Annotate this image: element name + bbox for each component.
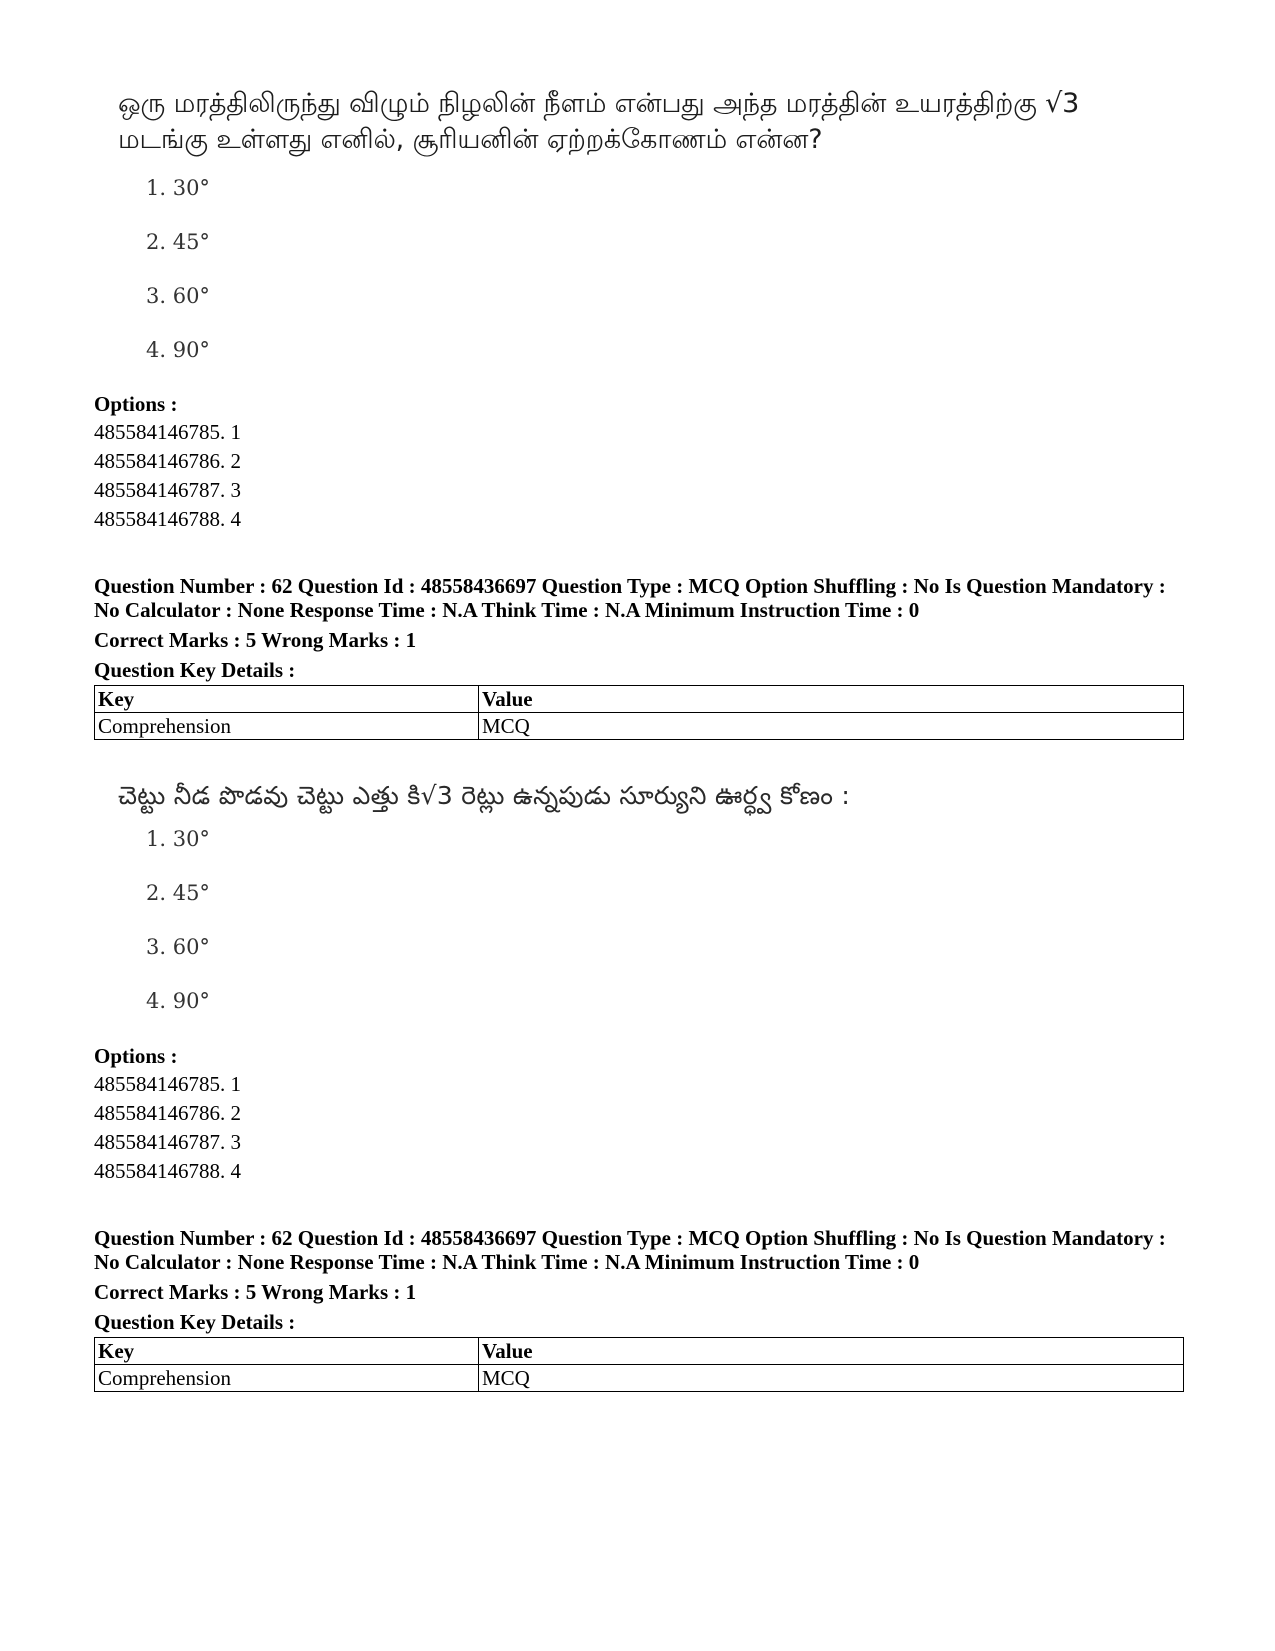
table-header-cell: Value <box>479 686 1184 713</box>
question-meta-line: No Calculator : None Response Time : N.A Think Time : N.A Minimum Instruction Time : 0 <box>94 598 920 622</box>
option-id-line: 485584146787. 3 <box>94 478 241 502</box>
option-id-line: 485584146785. 1 <box>94 1072 241 1096</box>
option-id-line: 485584146787. 3 <box>94 1130 241 1154</box>
table-header-cell: Key <box>95 686 479 713</box>
question-meta <box>94 1226 1184 1334</box>
question-meta-line: Question Number : 62 Question Id : 48558436697 Question Type : MCQ Option Shuffling : No Is Question Mandatory : <box>94 1226 1166 1250</box>
key-details-title: Question Key Details : <box>94 658 296 682</box>
table-row <box>95 1365 1184 1392</box>
choice-item: 1. 30° <box>146 176 210 200</box>
table-cell: MCQ <box>479 713 1184 740</box>
choice-item: 4. 90° <box>146 338 210 362</box>
table-header-row <box>95 686 1184 713</box>
marks-line: Correct Marks : 5 Wrong Marks : 1 <box>94 628 417 652</box>
question-meta <box>94 574 1184 682</box>
table-header-row <box>95 1338 1184 1365</box>
option-id-line: 485584146785. 1 <box>94 420 241 444</box>
table-row <box>95 713 1184 740</box>
options-block <box>94 1042 241 1186</box>
choice-item: 3. 60° <box>146 284 210 308</box>
question-choices-list <box>146 827 210 1043</box>
option-id-line: 485584146786. 2 <box>94 1101 241 1125</box>
options-title: Options : <box>94 1044 178 1068</box>
question-meta-line: Question Number : 62 Question Id : 48558436697 Question Type : MCQ Option Shuffling : No Is Question Mandatory : <box>94 574 1166 598</box>
question-meta-line: No Calculator : None Response Time : N.A Think Time : N.A Minimum Instruction Time : 0 <box>94 1250 920 1274</box>
choice-item: 4. 90° <box>146 989 210 1013</box>
question-choices-list <box>146 176 210 392</box>
table-header-cell: Key <box>95 1338 479 1365</box>
key-details-table <box>94 685 1184 740</box>
option-id-line: 485584146788. 4 <box>94 507 241 531</box>
marks-line: Correct Marks : 5 Wrong Marks : 1 <box>94 1280 417 1304</box>
choice-item: 3. 60° <box>146 935 210 959</box>
table-cell: Comprehension <box>95 713 479 740</box>
key-details-table <box>94 1337 1184 1392</box>
option-id-line: 485584146786. 2 <box>94 449 241 473</box>
choice-item: 2. 45° <box>146 230 210 254</box>
option-id-line: 485584146788. 4 <box>94 1159 241 1183</box>
question-text-telugu: చెట్టు నీడ పొడవు చెట్టు ఎత్తు కి√3 రెట్లు ఉన్నపుడు సూర్యుని ఊర్ధ్వ కోణం : <box>118 781 851 810</box>
key-details-title: Question Key Details : <box>94 1310 296 1334</box>
options-title: Options : <box>94 392 178 416</box>
table-cell: MCQ <box>479 1365 1184 1392</box>
choice-item: 1. 30° <box>146 827 210 851</box>
question-text-tamil: ஒரு மரத்திலிருந்து விழும் நிழலின் நீளம் என்பது அந்த மரத்தின் உயரத்திற்கு √3 மடங்கு உள்ளது எனில், சூரியனின் ஏற்றக்கோணம் என்ன? <box>118 88 1080 155</box>
table-header-cell: Value <box>479 1338 1184 1365</box>
options-block <box>94 390 241 534</box>
table-cell: Comprehension <box>95 1365 479 1392</box>
choice-item: 2. 45° <box>146 881 210 905</box>
